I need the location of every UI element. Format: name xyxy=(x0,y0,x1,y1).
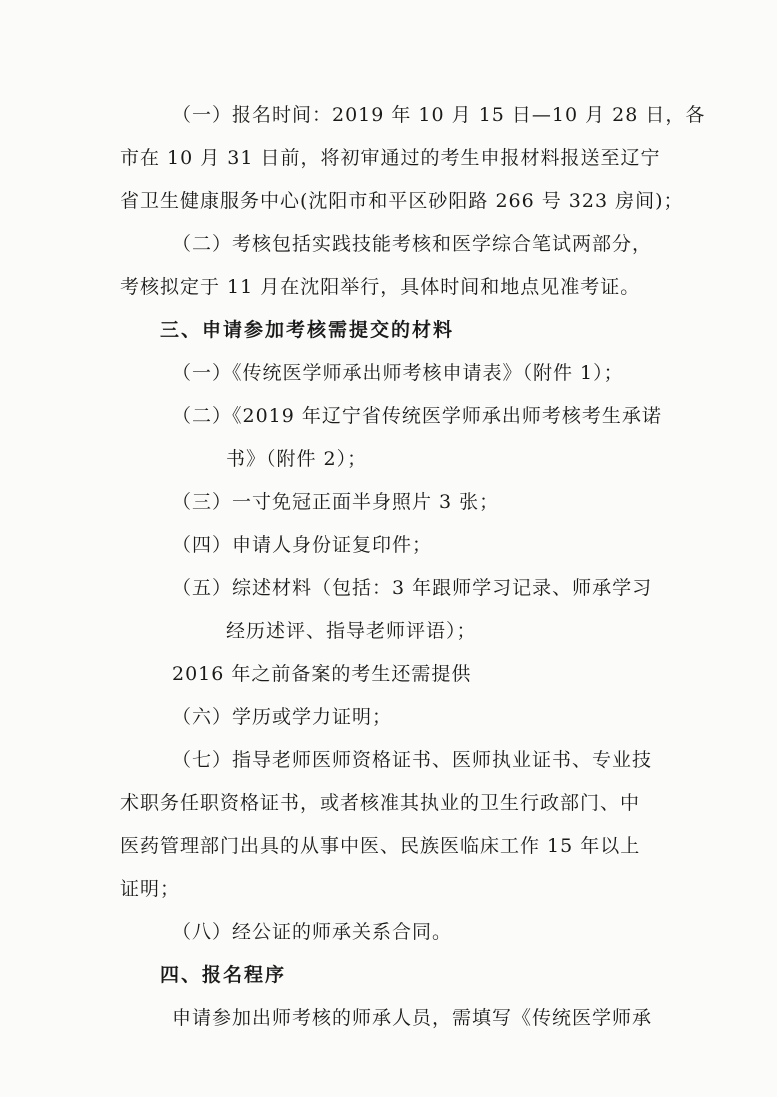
paragraph-line: 申请参加出师考核的师承人员，需填写《传统医学师承 xyxy=(172,1007,653,1029)
list-item: （一）《传统医学师承出师考核申请表》（附件 1）； xyxy=(172,362,624,384)
list-item-continuation: 经历述评、指导老师评语）； xyxy=(226,620,477,642)
list-item: （四）申请人身份证复印件； xyxy=(172,534,433,556)
paragraph-line: （一）报名时间：2019 年 10 月 15 日—10 月 28 日，各 xyxy=(172,104,706,126)
paragraph-line: 医药管理部门出具的从事中医、民族医临床工作 15 年以上 xyxy=(120,835,641,857)
paragraph-line: 术职务任职资格证书，或者核准其执业的卫生行政部门、中 xyxy=(120,792,641,814)
paragraph-line: 2016 年之前备案的考生还需提供 xyxy=(172,663,472,685)
paragraph-line: 证明； xyxy=(120,878,181,900)
list-item: （八）经公证的师承关系合同。 xyxy=(172,921,453,943)
paragraph-line: 市在 10 月 31 日前，将初审通过的考生申报材料报送至辽宁 xyxy=(120,147,661,169)
paragraph-line: 省卫生健康服务中心(沈阳市和平区砂阳路 266 号 323 房间)； xyxy=(120,190,684,212)
list-item: （六）学历或学力证明； xyxy=(172,706,393,728)
list-item: （二）《2019 年辽宁省传统医学师承出师考核考生承诺 xyxy=(172,405,662,427)
list-item: （五）综述材料（包括：3 年跟师学习记录、师承学习 xyxy=(172,577,653,599)
list-item-continuation: 书》（附件 2）； xyxy=(226,448,368,470)
list-item: （七）指导老师医师资格证书、医师执业证书、专业技 xyxy=(172,749,653,771)
section-heading: 三、申请参加考核需提交的材料 xyxy=(160,319,455,341)
section-heading: 四、报名程序 xyxy=(160,964,287,986)
paragraph-line: （二）考核包括实践技能考核和医学综合笔试两部分， xyxy=(172,233,653,255)
paragraph-line: 考核拟定于 11 月在沈阳举行，具体时间和地点见准考证。 xyxy=(120,276,641,298)
list-item: （三）一寸免冠正面半身照片 3 张； xyxy=(172,491,500,513)
